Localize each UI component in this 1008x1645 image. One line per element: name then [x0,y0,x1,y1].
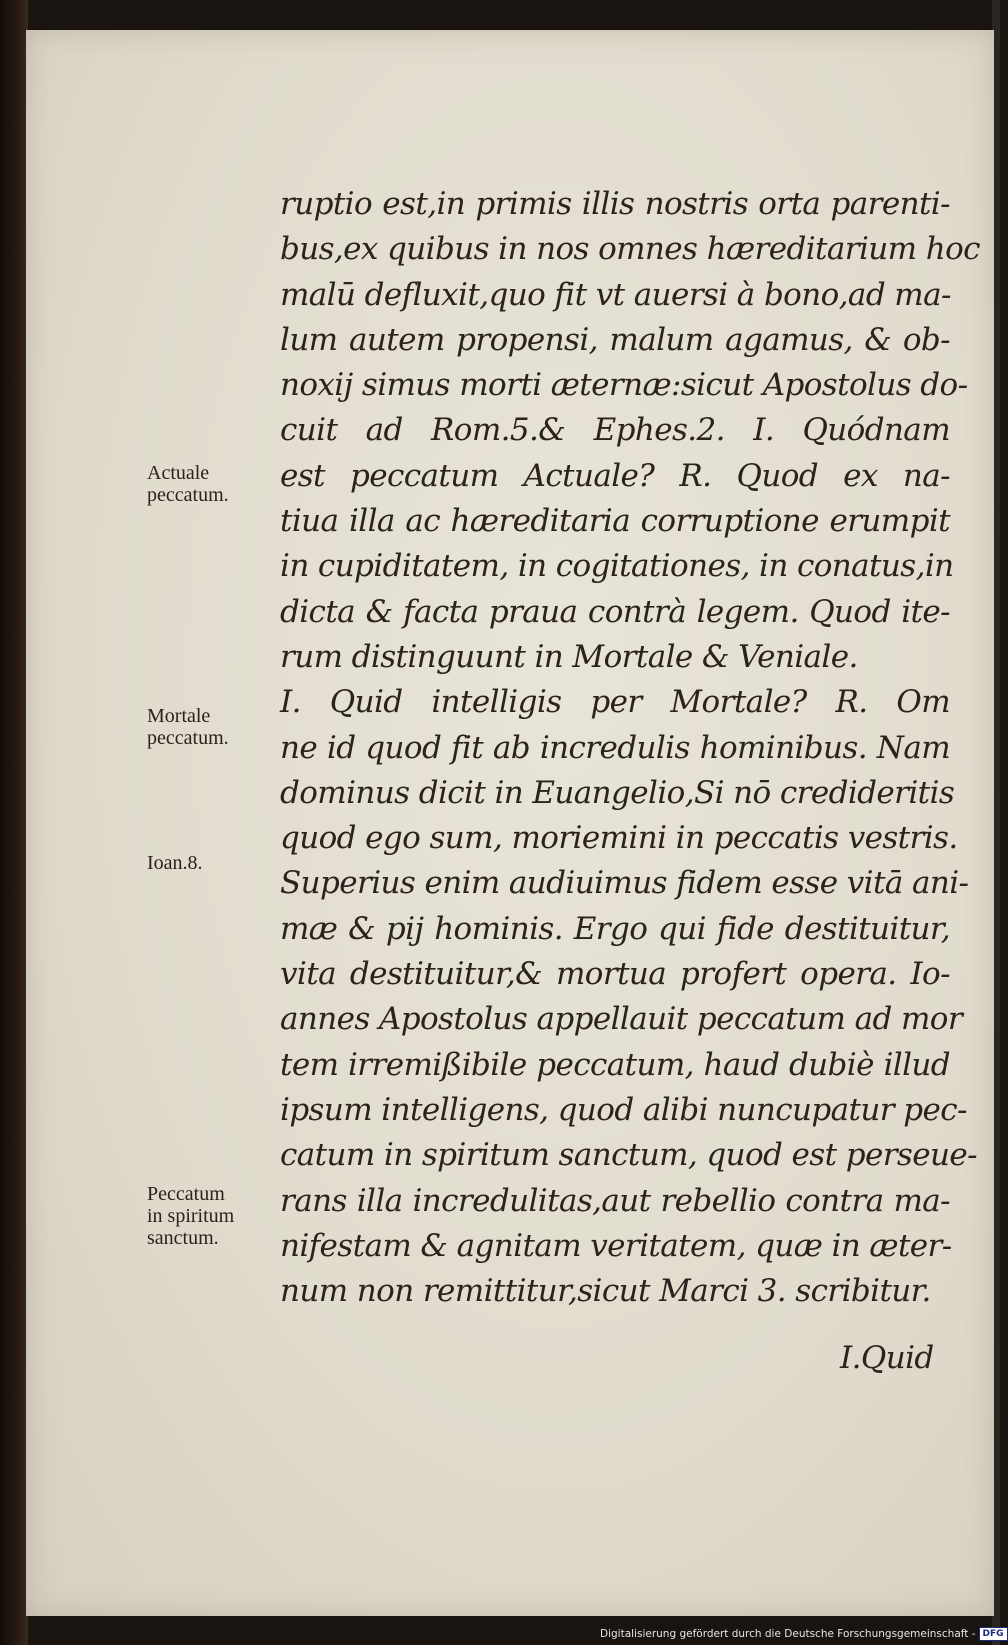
body-line-23: rans illa incredulitas,aut rebellio contra ma- [280,1182,950,1219]
digitization-footer [600,1626,1004,1642]
book-spine [0,0,28,1645]
dfg-logo-icon: DFG [979,1627,1008,1641]
body-line-22: catum in spiritum sanctum, quod est perseue- [280,1137,977,1174]
body-line-2: bus,ex quibus in nos omnes hæreditarium hoc [280,231,980,268]
body-line-17: mæ & pij hominis. Ergo qui fide destituitur, [280,910,950,947]
body-line-4: lum autem propensi, malum agamus, & ob- [280,321,950,358]
body-line-16: Superius enim audiuimus fidem esse vitā ani- [280,865,969,902]
marginal-line: peccatum. [147,727,229,749]
body-line-9: in cupiditatem, in cogitationes, in conatus,in [280,548,954,585]
body-line-14: dominus dicit in Euangelio,Si nō credideritis [280,774,955,811]
body-line-12: I. Quid intelligis per Mortale? R. Om [280,684,950,721]
catchword: I.Quid [840,1340,934,1376]
marginal-note-mortale [147,705,272,749]
body-line-13: ne id quod fit ab incredulis hominibus. Nam [280,729,950,766]
marginal-note-actuale [147,462,272,506]
marginal-line: sanctum. [147,1227,219,1249]
body-line-18: vita destituitur,& mortua profert opera. Io- [280,956,950,993]
body-line-19: annes Apostolus appellauit peccatum ad mor [280,1001,963,1038]
marginal-line: Peccatum [147,1183,225,1205]
marginal-note-ioan [147,852,272,874]
body-line-6: cuit ad Rom.5.& Ephes.2. I. Quódnam [280,412,950,449]
marginal-line: Actuale [147,462,210,484]
body-line-25: num non remittitur,sicut Marci 3. scribitur. [280,1273,931,1310]
body-line-21: ipsum intelligens, quod alibi nuncupatur pec- [280,1091,967,1128]
body-line-10: dicta & facta praua contrà legem. Quod ite- [280,593,950,630]
body-line-11: rum distinguunt in Mortale & Veniale. [280,638,858,675]
marginal-line: Ioan.8. [147,852,203,874]
body-line-7: est peccatum Actuale? R. Quod ex na- [280,457,950,494]
body-line-24: nifestam & agnitam veritatem, quæ in æter- [280,1227,952,1264]
body-line-8: tiua illa ac hæreditaria corruptione erumpit [280,503,950,540]
marginal-note-peccatum-spiritum [147,1183,272,1249]
marginal-line: in spiritum [147,1205,235,1227]
body-text [280,182,980,1314]
body-line-5: noxij simus morti æternæ:sicut Apostolus do- [280,367,968,404]
footer-text: Digitalisierung gefördert durch die Deutsche Forschungsgemeinschaft - [600,1628,976,1640]
marginal-line: Mortale [147,705,211,727]
body-line-1: ruptio est,in primis illis nostris orta parenti- [280,186,950,222]
marginal-line: peccatum. [147,484,229,506]
body-line-15: quod ego sum, moriemini in peccatis vestris. [280,820,958,857]
body-line-20: tem irremißibile peccatum, haud dubiè illud [280,1046,950,1083]
body-line-3: malū defluxit,quo fit vt auersi à bono,ad ma- [280,276,951,313]
